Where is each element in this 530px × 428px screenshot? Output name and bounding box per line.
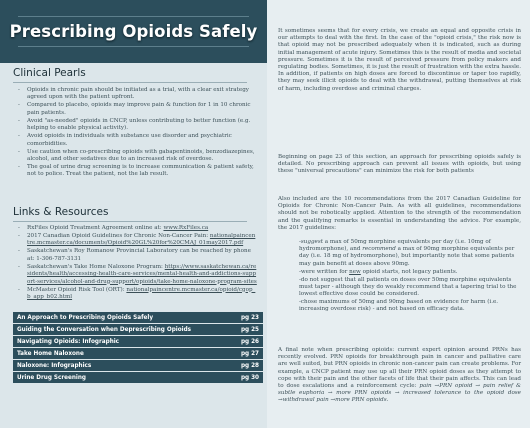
list-item: - Saskatchewan's Take Home Naloxone Program: https://www.saskatchewan.ca/residents/health/accessing-health-care-services/mental-health-and-addictions-support-services/alcohol-and-drug-support/opioids/take-home-naloxone-program-sites	[13, 264, 257, 286]
guideline-points	[299, 239, 521, 314]
toc-row[interactable]: Take Home Naloxone pg 27	[13, 348, 263, 359]
list-item: - Avoid "as-needed" opioids in CNCP, unless contributing to better function (e.g. helping to enable physical activity).	[13, 118, 257, 133]
clinical-pearls-heading-text: Clinical Pearls	[13, 67, 86, 79]
guideline-paragraph: Also included are the 10 recommendations from the 2017 Canadian Guideline for Opioids for Chronic Non-Cancer Pain. As with all guidelines, recommendations should not be robotically applied. Attention to the strength of the recommendation and the qualifying remarks is essential in understanding the advice. For example, the 2017 guidelines:	[278, 196, 521, 231]
resource-link[interactable]: https://www.saskatchewan.ca/residents/health/accessing-health-care-services/mental-health-and-addictions-support-services/alcohol-and-drug-support/opioids/take-home-naloxone-program-sites	[27, 263, 257, 285]
list-item: - RxFiles Opioid Treatment Agreement online at: www.RxFiles.ca	[13, 225, 257, 232]
approach-paragraph: Beginning on page 23 of this section, an approach for prescribing opioids safely is detailed. No prescribing approach can prevent all issues with opioids, but using these "universal precautions" can minimize the risk for both patients	[278, 154, 521, 175]
guideline-point: -chose maximums of 50mg and 90mg based on evidence for harm (i.e. increasing overdose risk) - and not based on efficacy data.	[299, 299, 499, 313]
list-item: - McMaster Opioid Risk Tool (ORT): nationalpaincentre.mcmaster.ca/opioid/cgop_b_app_b02.html	[13, 287, 257, 302]
toc-row[interactable]: An Approach to Prescribing Opioids Safely pg 23	[13, 312, 263, 323]
list-item: - Opioids in chronic pain should be initiated as a trial, with a clear exit strategy agreed upon with the patient upfront.	[13, 87, 257, 102]
resource-link[interactable]: nationalpaincentre.mcmaster.ca/opioid/cgop_b_app_b02.html	[27, 286, 256, 301]
list-item: - Avoid opioids in individuals with substance use disorder and psychiatric comorbidities.	[13, 133, 257, 148]
links-heading-text: Links & Resources	[13, 206, 109, 218]
heading-rule	[13, 82, 247, 83]
toc-table	[13, 312, 263, 384]
toc-row[interactable]: Naloxone: Infographics pg 28	[13, 360, 263, 371]
page-header	[0, 0, 267, 63]
guideline-point: -do not suggest that all patients on doses over 50mg morphine equivalents must taper - although they do weakly recommend that a tapering trial to the lowest effective dose could be considered.	[299, 276, 517, 298]
toc-row[interactable]: Guiding the Conversation when Deprescribing Opioids pg 25	[13, 324, 263, 335]
clinical-pearls-heading	[13, 67, 253, 79]
list-item: - 2017 Canadian Opioid Guidelines for Chronic Non-Cancer Pain: nationalpaincentre.mcmaster.ca/documents/Opioid%20GL%20for%20CMAJ_01may2017.pdf	[13, 233, 257, 248]
intro-paragraph: It sometimes seems that for every crisis, we create an equal and opposite crisis in our attempts to deal with the first. In the case of the "opioid crisis," the risk now is that opioid may not be prescribed adequately when it is indicated, such as during initial management of acute injury. Sometimes this is the result of media and societal pressure. Sometimes it is the result of perceived pressure from policy makers and regulating bodies. Sometimes, it is just the result of frustration with the extra hassle. In addition, if patients on high doses are forced to discontinue or taper too rapidly, they may seek illicit opioids to deal with the withdrawal, putting themselves at risk of harm, including overdose and criminal charges.	[278, 28, 521, 92]
list-item: - Saskatchewan's Roy Romanow Provincial Laboratory can be reached by phone at: 1-306-787-3131	[13, 248, 257, 263]
links-heading	[13, 206, 253, 218]
toc-row[interactable]: Navigating Opioids: Infographic pg 26	[13, 336, 263, 347]
heading-rule	[13, 221, 247, 222]
resource-link[interactable]: www.RxFiles.ca	[163, 225, 209, 231]
list-item: - Compared to placebo, opioids may improve pain & function for 1 in 10 chronic pain patients.	[13, 102, 257, 117]
list-item: - Use caution when co-prescribing opioids with gabapentinoids, benzodiazepines, alcohol, and other sedatives due to an increased risk of overdose.	[13, 149, 257, 164]
toc-row[interactable]: Urine Drug Screening pg 30	[13, 372, 263, 383]
links-list	[13, 225, 257, 302]
clinical-pearls-list	[13, 87, 257, 179]
page-title: Prescribing Opioids Safely	[0, 0, 267, 63]
resource-link[interactable]: nationalpaincentre.mcmaster.ca/documents/Opioid%20GL%20for%20CMAJ_01may2017.pdf	[27, 233, 256, 247]
guideline-point: -were written for new opioid starts, not legacy patients.	[299, 268, 458, 275]
prn-paragraph: A final note when prescribing opioids: current expert opinion around PRNs has recently evolved. PRN opioids for breakthrough pain in cancer and palliative care are well suited, but PRN opioids in chronic non-cancer pain can create problems. For example, a CNCP patient may use up all their PRN opioid doses as they attempt to cope with their pain and the other facets of life that their pain affects. This can lead to dose escalations and a reinforcement cycle: pain →PRN opioid → pain relief & subtle euphoria → more PRN opioids → increased tolerance to the opioid dose →withdrawal pain →more PRN opioids.	[278, 347, 521, 404]
guideline-point: -suggest a max of 50mg morphine equivalents per day (i.e. 10mg of hydromorphone), and recommend a max of 90mg morphine equivalents per day (i.e. 18 mg of hydromorphone), but importantly note that some patients may gain benefit at doses above 90mg.	[299, 239, 515, 267]
list-item: - The goal of urine drug screening is to increase communication & patient safety, not to police. Treat the patient, not the lab result.	[13, 164, 257, 179]
